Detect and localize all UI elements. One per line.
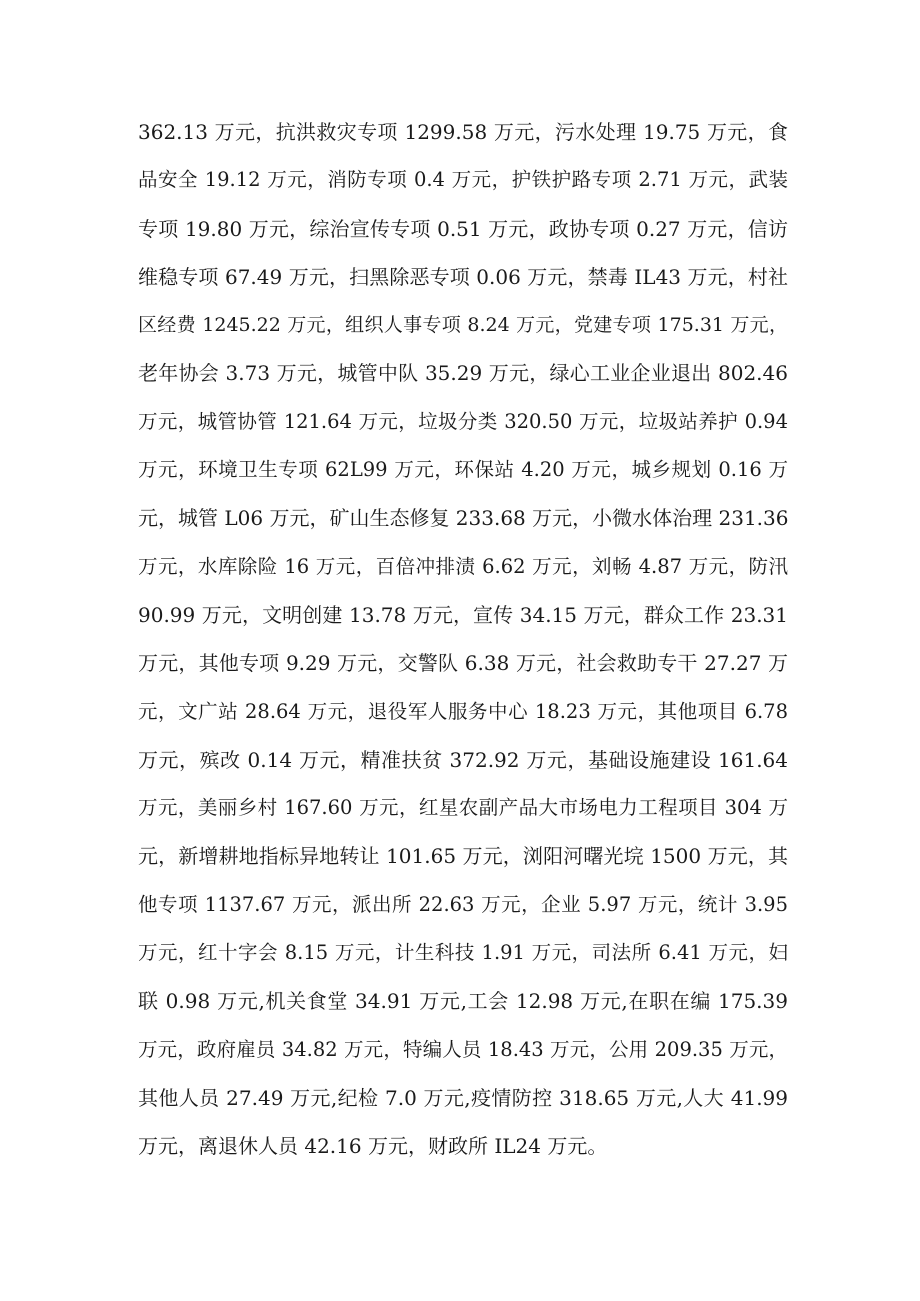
text-line-last: 万元，离退休人员 42.16 万元，财政所 IL24 万元。 <box>138 1134 608 1159</box>
text-line: 万元，政府雇员 34.82 万元，特编人员 18.43 万元，公用 209.35 万元， <box>138 1037 788 1061</box>
text-line: 区经费 1245.22 万元，组织人事专项 8.24 万元，党建专项 175.31 万元， <box>138 314 788 337</box>
text-line: 维稳专项 67.49 万元，扫黑除恶专项 0.06 万元，禁毒 IL43 万元，村社 <box>138 264 788 289</box>
text-line: 万元，城管协管 121.64 万元，垃圾分类 320.50 万元，垃圾站养护 0.94 <box>138 409 788 433</box>
text-line: 元，新增耕地指标异地转让 101.65 万元，浏阳河曙光垸 1500 万元，其 <box>138 844 788 869</box>
text-line: 万元，美丽乡村 167.60 万元，红星农副产品大市场电力工程项目 304 万 <box>138 796 788 820</box>
text-line: 老年协会 3.73 万元，城管中队 35.29 万元，绿心工业企业退出 802.46 <box>138 361 788 386</box>
text-line: 万元，水库除险 16 万元，百倍冲排渍 6.62 万元，刘畅 4.87 万元，防汛 <box>138 554 788 578</box>
text-line: 万元，其他专项 9.29 万元，交警队 6.38 万元，社会救助专干 27.27 万 <box>138 651 788 676</box>
text-line: 品安全 19.12 万元，消防专项 0.4 万元，护铁护路专项 2.71 万元，武装 <box>138 168 788 192</box>
text-line: 万元，殡改 0.14 万元，精准扶贫 372.92 万元，基础设施建设 161.64 <box>138 747 788 772</box>
text-line: 其他人员 27.49 万元,纪检 7.0 万元,疫情防控 318.65 万元,人大 41.99 <box>138 1085 788 1110</box>
text-line: 362.13 万元，抗洪救灾专项 1299.58 万元，污水处理 19.75 万元，食 <box>138 120 788 144</box>
text-line: 联 0.98 万元,机关食堂 34.91 万元,工会 12.98 万元,在职在编 175.39 <box>138 989 788 1014</box>
text-line: 元，文广站 28.64 万元，退役军人服务中心 18.23 万元，其他项目 6.78 <box>138 699 788 723</box>
text-line: 90.99 万元，文明创建 13.78 万元，宣传 34.15 万元，群众工作 23.31 <box>138 602 788 627</box>
text-line: 专项 19.80 万元，综治宣传专项 0.51 万元，政协专项 0.27 万元，信访 <box>138 216 788 241</box>
text-line: 他专项 1137.67 万元，派出所 22.63 万元，企业 5.97 万元，统计 3.95 <box>138 892 788 916</box>
text-line: 元，城管 L06 万元，矿山生态修复 233.68 万元，小微水体治理 231.36 <box>138 506 789 531</box>
text-line: 万元，环境卫生专项 62L99 万元，环保站 4.20 万元，城乡规划 0.16 万 <box>138 458 788 482</box>
paragraph-body <box>138 108 788 1171</box>
text-line: 万元，红十字会 8.15 万元，计生科技 1.91 万元，司法所 6.41 万元，妇 <box>138 941 788 965</box>
